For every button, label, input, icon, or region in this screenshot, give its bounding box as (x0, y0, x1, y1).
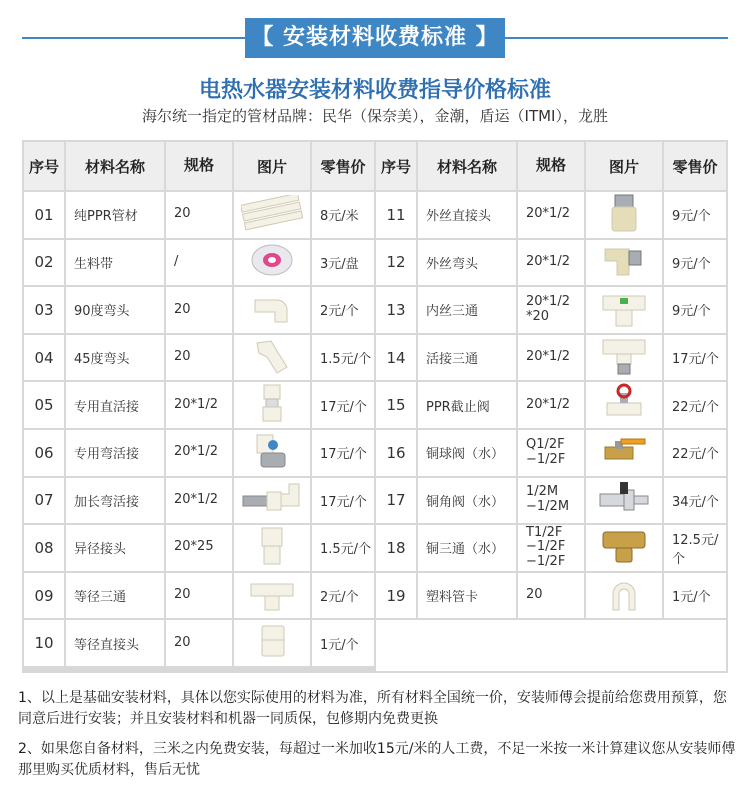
elbow-union-icon (249, 431, 295, 475)
row-image (586, 478, 662, 524)
row-name: PPR截止阀 (418, 382, 516, 428)
note-2: 2、如果您自备材料，三米之内免费安装，每超过一米加收15元/米的人工费，不足一米按一米计算建议您从安装师傅那里购买优质材料，售后无忧 (18, 741, 736, 778)
row-image (234, 382, 310, 428)
header-price: 零售价 (312, 142, 374, 190)
row-image (586, 287, 662, 333)
row-spec: 20*1/2 (166, 382, 232, 428)
female-tee-icon (599, 288, 649, 332)
table-row (24, 573, 374, 619)
row-spec: 20*1/2 (166, 430, 232, 476)
table-row (376, 573, 726, 619)
row-name: 专用直活接 (66, 382, 164, 428)
row-spec: 20*25 (166, 525, 232, 571)
row-spec: 20 (166, 573, 232, 619)
row-price: 17元/个 (312, 430, 374, 476)
row-name: 塑料管卡 (418, 573, 516, 619)
row-price: 22元/个 (664, 382, 726, 428)
row-price: 9元/个 (664, 240, 726, 286)
header-spec: 规格 (518, 142, 584, 190)
row-name: 铜角阀（水） (418, 478, 516, 524)
row-spec: T1/2F −1/2F −1/2F (518, 525, 584, 571)
row-no: 18 (376, 525, 416, 571)
table-row (24, 192, 374, 238)
row-price: 8元/米 (312, 192, 374, 238)
row-name: 外丝弯头 (418, 240, 516, 286)
table-row (376, 382, 726, 428)
ball-valve-icon (599, 433, 649, 473)
row-name: 等径直接头 (66, 620, 164, 666)
table-row (24, 525, 374, 571)
row-image (586, 192, 662, 238)
row-name: 45度弯头 (66, 335, 164, 381)
row-name: 生料带 (66, 240, 164, 286)
row-spec: 20 (166, 620, 232, 666)
header-image: 图片 (234, 142, 310, 190)
row-image (234, 430, 310, 476)
page-title: 电热水器安装材料收费指导价格标准 (198, 78, 551, 103)
row-name: 90度弯头 (66, 287, 164, 333)
row-image (586, 382, 662, 428)
coupling-icon (252, 622, 292, 664)
row-spec: 20 (166, 192, 232, 238)
row-name: 铜三通（水） (418, 525, 516, 571)
table-header-row (376, 142, 726, 190)
notes (18, 688, 738, 790)
row-image (234, 525, 310, 571)
table-row (24, 430, 374, 476)
table-row (24, 620, 374, 666)
row-spec: 20*1/2 *20 (518, 287, 584, 333)
row-price: 34元/个 (664, 478, 726, 524)
row-image (586, 430, 662, 476)
elbow-90-icon (247, 290, 297, 330)
row-price: 12.5元/个 (664, 525, 726, 571)
row-name: 纯PPR管材 (66, 192, 164, 238)
empty-cell (376, 620, 726, 671)
table-row (376, 478, 726, 524)
row-price: 17元/个 (312, 382, 374, 428)
row-no: 04 (24, 335, 64, 381)
row-spec: 1/2M −1/2M (518, 478, 584, 524)
row-name: 专用弯活接 (66, 430, 164, 476)
row-image (234, 240, 310, 286)
page-subtitle: 海尔统一指定的管材品牌：民华（保奈美），金潮，盾运（ITMI），龙胜 (142, 107, 608, 125)
elbow-45-icon (247, 337, 297, 379)
table-row (24, 240, 374, 286)
stop-valve-icon (601, 383, 647, 427)
row-no: 09 (24, 573, 64, 619)
row-no: 15 (376, 382, 416, 428)
table-row (376, 287, 726, 333)
row-no: 14 (376, 335, 416, 381)
row-price: 17元/个 (664, 335, 726, 381)
row-spec: 20*1/2 (518, 240, 584, 286)
row-price: 9元/个 (664, 287, 726, 333)
row-price: 17元/个 (312, 478, 374, 524)
row-image (234, 573, 310, 619)
header-no: 序号 (24, 142, 64, 190)
table-row (24, 335, 374, 381)
row-name: 等径三通 (66, 573, 164, 619)
row-price: 1.5元/个 (312, 525, 374, 571)
tape-icon (247, 242, 297, 282)
row-spec: 20 (518, 573, 584, 619)
straight-union-icon (252, 383, 292, 427)
row-spec: 20*1/2 (518, 382, 584, 428)
row-no: 02 (24, 240, 64, 286)
reducer-icon (252, 526, 292, 570)
price-table (22, 140, 728, 673)
row-no: 06 (24, 430, 64, 476)
row-name: 铜球阀（水） (418, 430, 516, 476)
header-name: 材料名称 (66, 142, 164, 190)
male-coupling-icon (602, 193, 646, 237)
price-table-left (24, 142, 374, 671)
row-spec: 20*1/2 (518, 192, 584, 238)
row-image (234, 192, 310, 238)
row-image (234, 620, 310, 666)
header-spec: 规格 (166, 142, 232, 190)
row-image (586, 335, 662, 381)
row-price: 1元/个 (312, 620, 374, 666)
section-banner: 【 安装材料收费标准 】 (245, 18, 505, 58)
row-name: 活接三通 (418, 335, 516, 381)
row-price: 22元/个 (664, 430, 726, 476)
row-no: 19 (376, 573, 416, 619)
row-spec: / (166, 240, 232, 286)
table-header-row (24, 142, 374, 190)
header-image: 图片 (586, 142, 662, 190)
row-spec: 20 (166, 287, 232, 333)
table-row (24, 478, 374, 524)
row-no: 12 (376, 240, 416, 286)
pipe-icon (241, 195, 303, 235)
table-row (376, 192, 726, 238)
row-name: 异径接头 (66, 525, 164, 571)
row-price: 3元/盘 (312, 240, 374, 286)
row-name: 外丝直接头 (418, 192, 516, 238)
row-spec: 20*1/2 (518, 335, 584, 381)
row-no: 05 (24, 382, 64, 428)
row-no: 17 (376, 478, 416, 524)
row-price: 1.5元/个 (312, 335, 374, 381)
row-price: 2元/个 (312, 287, 374, 333)
row-no: 07 (24, 478, 64, 524)
table-row (376, 525, 726, 571)
row-no: 11 (376, 192, 416, 238)
row-spec: Q1/2F −1/2F (518, 430, 584, 476)
table-row (24, 287, 374, 333)
row-image (234, 478, 310, 524)
row-price: 9元/个 (664, 192, 726, 238)
row-name: 加长弯活接 (66, 478, 164, 524)
row-spec: 20*1/2 (166, 478, 232, 524)
table-row (376, 240, 726, 286)
note-1: 1、以上是基础安装材料，具体以您实际使用的材料为准，所有材料全国统一价，安装师傅会提前给您费用预算，您同意后进行安装；并且安装材料和机器一同质保，包修期内免费更换 (18, 690, 727, 727)
row-no: 13 (376, 287, 416, 333)
row-image (586, 240, 662, 286)
row-name: 内丝三通 (418, 287, 516, 333)
angle-valve-icon (596, 480, 652, 520)
row-no: 03 (24, 287, 64, 333)
row-no: 01 (24, 192, 64, 238)
row-no: 16 (376, 430, 416, 476)
long-elbow-union-icon (241, 480, 303, 520)
male-elbow-icon (599, 241, 649, 283)
tee-icon (247, 576, 297, 616)
row-image (586, 573, 662, 619)
header-price: 零售价 (664, 142, 726, 190)
price-table-right (376, 142, 726, 671)
union-tee-icon (599, 336, 649, 380)
pipe-clip-icon (603, 574, 645, 618)
row-no: 08 (24, 525, 64, 571)
table-row (376, 335, 726, 381)
table-row (24, 382, 374, 428)
row-spec: 20 (166, 335, 232, 381)
row-image (234, 335, 310, 381)
brass-tee-icon (599, 526, 649, 570)
header-name: 材料名称 (418, 142, 516, 190)
table-row (376, 430, 726, 476)
row-price: 1元/个 (664, 573, 726, 619)
header-no: 序号 (376, 142, 416, 190)
row-image (586, 525, 662, 571)
row-price: 2元/个 (312, 573, 374, 619)
row-no: 10 (24, 620, 64, 666)
row-image (234, 287, 310, 333)
